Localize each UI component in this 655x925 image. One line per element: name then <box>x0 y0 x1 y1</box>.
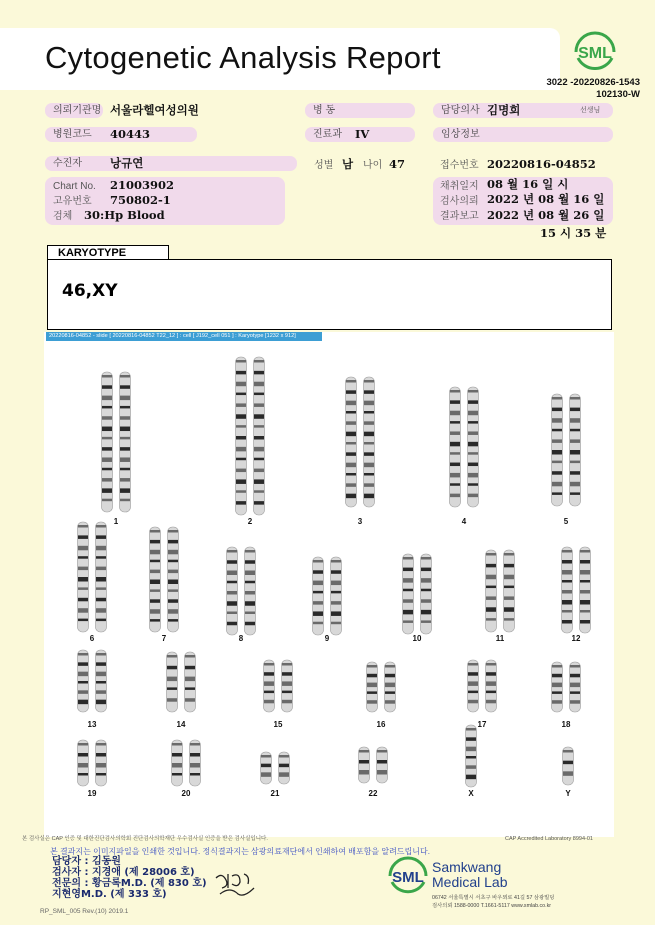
doctor-label: 담당의사 <box>433 103 613 118</box>
chromosome-label-14: 14 <box>176 720 186 729</box>
result-time: 15 시 35 분 <box>540 226 607 240</box>
staff-line-2: 검사자 : 지경애 (제 28006 호) <box>52 867 195 878</box>
chromosome-label-7: 7 <box>161 634 167 643</box>
patient-label: 수진자 <box>45 156 297 171</box>
chromosome-label-6: 6 <box>89 634 95 643</box>
chromosome-18-1 <box>552 662 563 712</box>
age-value: 47 <box>389 157 406 171</box>
chromosome-1-2 <box>120 372 131 512</box>
chromosome-11-2 <box>504 550 515 632</box>
ward-label: 병 동 <box>305 103 415 118</box>
result-label: 결과보고 <box>440 211 479 222</box>
chromosome-label-1: 1 <box>113 517 119 526</box>
chromosome-label-18: 18 <box>561 720 571 729</box>
hospital-code-value: 40443 <box>110 127 151 141</box>
report-id-line1: 3022 -20220826-1543 <box>546 77 640 88</box>
staff-block <box>52 856 207 900</box>
chromosome-17-1 <box>468 660 479 712</box>
unique-label: 고유번호 <box>53 196 92 207</box>
chromosome-7-2 <box>168 527 179 632</box>
chromosome-label-Y: Y <box>565 789 571 798</box>
chromosome-label-16: 16 <box>376 720 386 729</box>
staff-line-4: 지현영M.D. (제 333 호) <box>52 889 167 900</box>
institution-value: 서울라헬여성의원 <box>110 103 199 117</box>
chromosome-label-11: 11 <box>495 634 505 643</box>
chromosome-label-12: 12 <box>571 634 581 643</box>
dept-label: 진료과 <box>305 127 415 142</box>
sex-value: 남 <box>342 157 354 171</box>
signature <box>212 868 262 906</box>
chromosome-12-2 <box>580 547 591 633</box>
lab-name-line2: Medical Lab <box>432 874 508 890</box>
chromosome-5-2 <box>570 394 581 506</box>
chromosome-10-2 <box>421 554 432 634</box>
report-id-line2: 102130-W <box>596 89 640 100</box>
footer-logo-text: SML <box>392 869 424 886</box>
specimen-label: 검체 <box>53 211 73 222</box>
page-title: Cytogenetic Analysis Report <box>45 40 441 75</box>
report-id <box>500 77 640 101</box>
chromosome-2-2 <box>254 357 265 515</box>
image-caption: 20220816-04852 - slide [ 20220816-04852 T22_12 ] : cell [ J192_cell 051 ] : Karyotype [1232 x 912] <box>46 332 322 341</box>
institution-label: 의뢰기관명 <box>45 103 103 118</box>
chromosome-8-1 <box>227 547 238 635</box>
patient-value: 낭규연 <box>110 156 144 170</box>
chromosome-21-2 <box>279 752 290 784</box>
chromosome-label-20: 20 <box>181 789 191 798</box>
chromosome-label-13: 13 <box>87 720 97 729</box>
staff-line-1: 담당자 : 김동원 <box>52 856 121 867</box>
chromosome-13-2 <box>96 650 107 712</box>
specimen-value: 30:Hp Blood <box>84 208 165 222</box>
karyotype-value: 46,XY <box>62 281 118 301</box>
collect-label: 채취일지 <box>440 181 479 192</box>
chromosome-label-19: 19 <box>87 789 97 798</box>
lab-address-line1: 06742 서울특별시 서초구 바우뫼로 41길 57 삼광빌딩 <box>432 895 555 901</box>
notice-text: 본 결과지는 이미지파일을 인쇄한 것입니다. 정식결과지는 삼광의료재단에서 인쇄하여 배포함을 알려드립니다. <box>50 847 430 856</box>
request-label: 검사의뢰 <box>440 196 479 207</box>
accession-label: 접수번호 <box>440 160 479 171</box>
chromosome-label-15: 15 <box>273 720 283 729</box>
doctor-value: 김명희 <box>487 103 521 117</box>
logo-text: SML <box>578 45 612 62</box>
chromosome-4-2 <box>468 387 479 507</box>
chromosome-22-1 <box>359 747 370 783</box>
age-label: 나이 <box>363 160 383 171</box>
result-value: 2022 년 08 월 26 일 <box>487 208 605 222</box>
chromosome-20-2 <box>190 740 201 786</box>
clinical-label: 임상정보 <box>433 127 613 142</box>
chart-value: 21003902 <box>110 178 175 192</box>
karyogram-panel <box>44 332 614 837</box>
chromosome-label-21: 21 <box>270 789 280 798</box>
chromosome-16-2 <box>385 662 396 712</box>
form-code: RP_SML_005 Rev.(10) 2019.1 <box>40 908 129 915</box>
chromosome-9-2 <box>331 557 342 635</box>
chromosome-Y <box>563 747 574 785</box>
collect-value: 08 월 16 일 시 <box>487 177 569 191</box>
chromosome-10-1 <box>403 554 414 634</box>
chromosome-3-1 <box>346 377 357 507</box>
chromosome-13-1 <box>78 650 89 712</box>
chromosome-17-2 <box>486 660 497 712</box>
chromosome-2-1 <box>236 357 247 515</box>
chromosome-7-1 <box>150 527 161 632</box>
chromosome-label-2: 2 <box>247 517 253 526</box>
chromosome-label-8: 8 <box>238 634 244 643</box>
chromosome-3-2 <box>364 377 375 507</box>
chromosome-22-2 <box>377 747 388 783</box>
chromosome-14-2 <box>185 652 196 712</box>
hospital-code-label: 병원코드 <box>45 127 197 142</box>
chromosome-16-1 <box>367 662 378 712</box>
lab-address-line2: 검사의뢰 1588-0000 T.1661-5117 www.smlab.co.kr <box>432 903 552 909</box>
karyogram-image <box>44 332 614 837</box>
chromosome-5-1 <box>552 394 563 506</box>
lab-name <box>432 860 508 890</box>
karyotype-box <box>47 259 612 330</box>
doctor-suffix: 선생님 <box>580 107 601 114</box>
dept-value: IV <box>355 127 370 141</box>
chromosome-6-2 <box>96 522 107 632</box>
chromosome-6-1 <box>78 522 89 632</box>
chromosome-label-X: X <box>468 789 474 798</box>
sml-logo <box>572 30 618 70</box>
chromosome-20-1 <box>172 740 183 786</box>
lab-name-line1: Samkwang <box>432 859 502 875</box>
request-value: 2022 년 08 월 16 일 <box>487 192 605 206</box>
chromosome-label-22: 22 <box>368 789 378 798</box>
chromosome-15-2 <box>282 660 293 712</box>
chromosome-14-1 <box>167 652 178 712</box>
unique-value: 750802-1 <box>110 193 171 207</box>
footer-sml-logo <box>386 856 430 898</box>
chromosome-label-10: 10 <box>412 634 422 643</box>
karyotype-tab: KARYOTYPE <box>47 245 169 259</box>
chromosome-18-2 <box>570 662 581 712</box>
chromosome-1-1 <box>102 372 113 512</box>
chromosome-19-2 <box>96 740 107 786</box>
chromosome-label-4: 4 <box>461 517 467 526</box>
chromosome-21-1 <box>261 752 272 784</box>
chromosome-15-1 <box>264 660 275 712</box>
chromosome-label-5: 5 <box>563 517 569 526</box>
cap-text: CAP Accredited Laboratory 8994-01 <box>505 836 593 842</box>
chromosome-label-17: 17 <box>477 720 487 729</box>
accession-value: 20220816-04852 <box>487 157 596 171</box>
chromosome-label-9: 9 <box>324 634 330 643</box>
staff-line-3: 전문의 : 황금록M.D. (제 830 호) <box>52 878 207 889</box>
chromosome-19-1 <box>78 740 89 786</box>
chromosome-label-3: 3 <box>357 517 363 526</box>
chromosome-9-1 <box>313 557 324 635</box>
chromosome-4-1 <box>450 387 461 507</box>
sex-label: 성별 <box>314 160 334 171</box>
chart-label: Chart No. <box>53 181 96 192</box>
lab-address <box>432 894 554 910</box>
chromosome-X <box>466 725 477 787</box>
chromosome-8-2 <box>245 547 256 635</box>
chromosome-11-1 <box>486 550 497 632</box>
chromosome-12-1 <box>562 547 573 633</box>
footer-disclaimer: 본 검사실은 CAP 인증 및 대한진단검사의학회 진단검사의학재단 우수검사실 인증을 받은 검사실입니다. <box>22 836 268 842</box>
